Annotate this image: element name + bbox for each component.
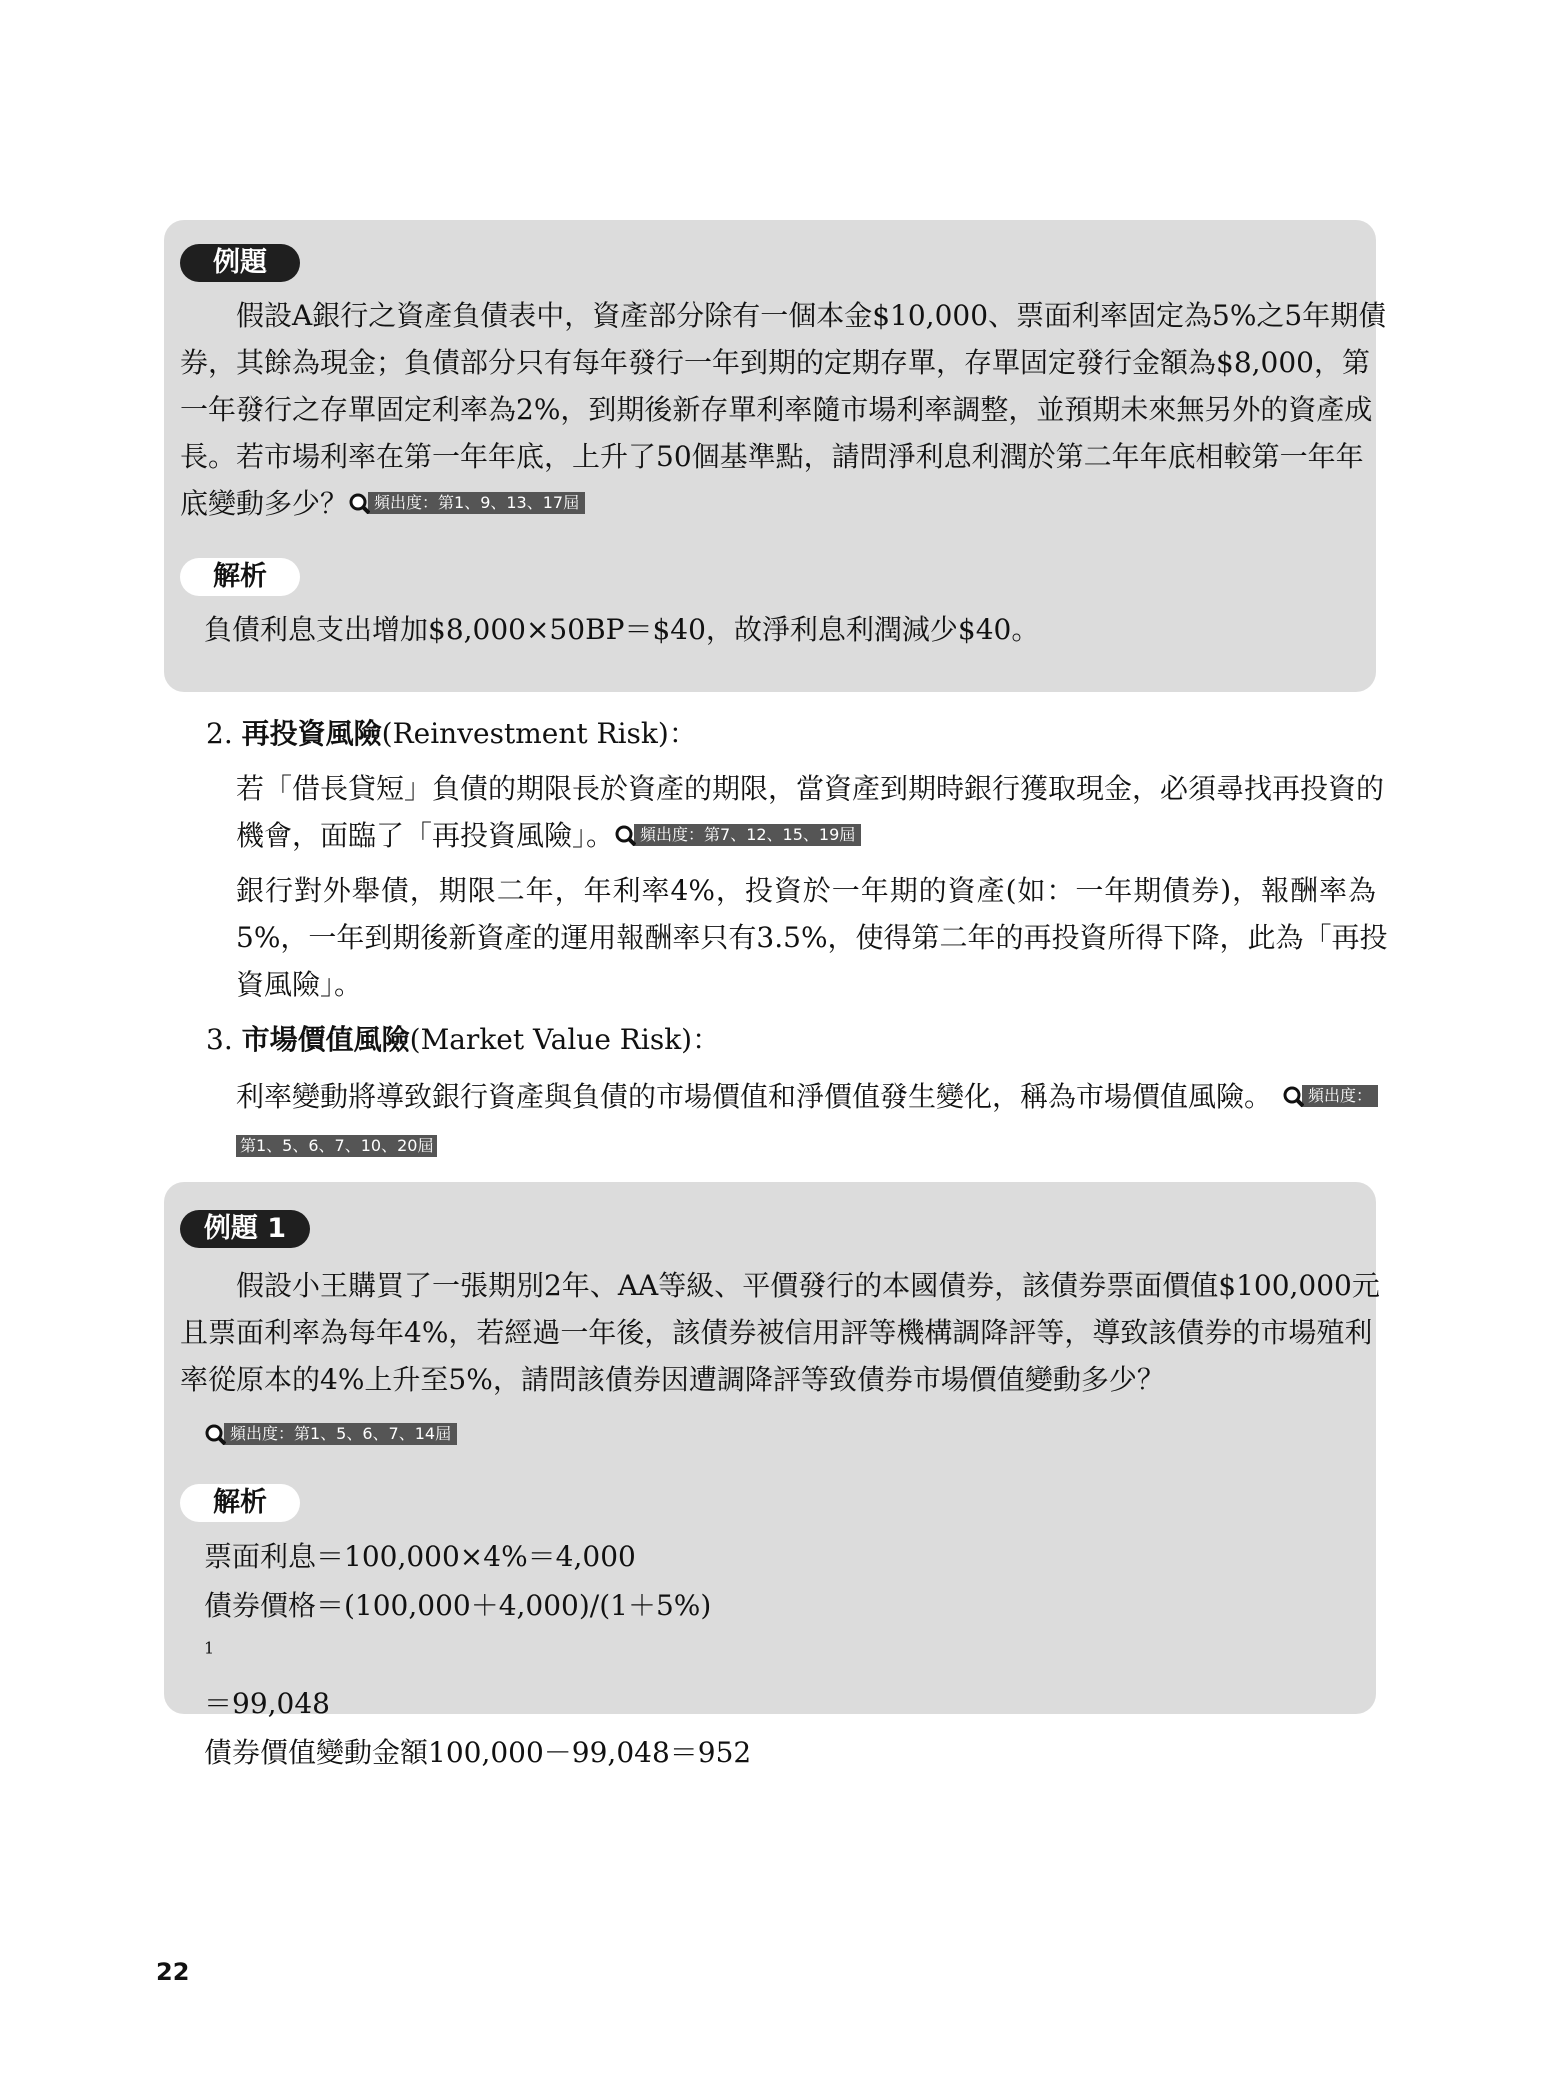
question-line <box>180 480 1356 527</box>
para-line <box>236 812 1376 859</box>
question-line: 率從原本的4%上升至5%，請問該債券因遭調降評等致債券市場價值變動多少？ <box>180 1363 1165 1396</box>
solution-lines <box>204 1532 751 1777</box>
para-line: 5%，一年到期後新資產的運用報酬率只有3.5%，使得第二年的再投資所得下降，此為「再投 <box>236 921 1388 954</box>
page-number: 22 <box>156 1958 190 1986</box>
example-question <box>180 292 1387 527</box>
question-line: 假設小王購買了一張期別2年、AA等級、平價發行的本國債券，該債券票面價值$100,000元 <box>236 1269 1380 1302</box>
magnifier-icon <box>348 492 370 514</box>
question-line: 一年發行之存單固定利率為2%，到期後新存單利率隨市場利率調整，並預期未來無另外的資產成 <box>180 393 1373 426</box>
frequency-tag <box>1282 1084 1378 1107</box>
question-line: 且票面利率為每年4%，若經過一年後，該債券被信用評等機構調降評等，導致該債券的市場殖利 <box>180 1316 1373 1349</box>
frequency-label: 頻出度： <box>1302 1085 1378 1107</box>
solution-line-2-text: 債券價格＝(100,000＋4,000)/(1＋5%) <box>204 1589 712 1622</box>
frequency-tag <box>204 1422 457 1445</box>
analysis-line: 負債利息支出增加$8,000×50BP＝$40，故淨利息利潤減少$40。 <box>204 613 1040 646</box>
analysis-text <box>204 606 1304 653</box>
magnifier-icon <box>204 1423 226 1445</box>
question-line: 長。若市場利率在第一年年底，上升了50個基準點，請問淨利息利潤於第二年年底相較第一年年 <box>180 440 1364 473</box>
frequency-tag <box>614 823 861 846</box>
frequency-label: 頻出度：第1、9、13、17屆 <box>368 492 585 514</box>
section-3-para <box>236 1073 1376 1120</box>
frequency-label: 頻出度：第7、12、15、19屆 <box>634 824 861 846</box>
frequency-tag <box>348 491 585 514</box>
section-2-para-2 <box>236 867 1388 1008</box>
section-number: 3. <box>206 1023 233 1056</box>
para-line: 資風險」。 <box>236 968 363 1001</box>
section-term: 再投資風險 <box>241 717 382 750</box>
para-line: 若「借長貸短」負債的期限長於資產的期限，當資產到期時銀行獲取現金，必須尋找再投資的 <box>236 772 1385 805</box>
example-title: 例題 1 <box>180 1210 310 1248</box>
section-2-para-1 <box>236 765 1385 859</box>
question-line: 假設A銀行之資產負債表中，資產部分除有一個本金$10,000、票面利率固定為5%之5年期債 <box>236 299 1387 332</box>
para-text: 利率變動將導致銀行資產與負債的市場價值和淨價值發生變化，稱為市場價值風險。 <box>236 1080 1273 1113</box>
exponent: 1 <box>204 1638 215 1658</box>
analysis-title: 解析 <box>180 558 300 596</box>
question-last-text: 底變動多少？ <box>180 487 349 520</box>
section-term-en: (Market Value Risk)： <box>409 1023 721 1056</box>
question-line: 券，其餘為現金；負債部分只有每年發行一年到期的定期存單，存單固定發行金額為$8,000，第 <box>180 346 1370 379</box>
para-line: 銀行對外舉債，期限二年，年利率4%，投資於一年期的資產(如：一年期債券)，報酬率為 <box>236 874 1376 907</box>
solution-line-2-result: ＝99,048 <box>204 1687 330 1720</box>
section-number: 2. <box>206 717 233 750</box>
analysis-title: 解析 <box>180 1484 300 1522</box>
frequency-tag-row <box>204 1422 457 1445</box>
example-title: 例題 <box>180 244 300 282</box>
section-term: 市場價值風險 <box>241 1023 410 1056</box>
section-term-en: (Reinvestment Risk)： <box>381 717 697 750</box>
section-3-heading <box>206 1020 720 1060</box>
magnifier-icon <box>614 824 636 846</box>
example-box-2 <box>164 1182 1380 1769</box>
solution-line-1: 票面利息＝100,000×4%＝4,000 <box>204 1540 636 1573</box>
example-question <box>180 1262 1380 1403</box>
solution-line-3: 債券價值變動金額100,000－99,048＝952 <box>204 1736 752 1769</box>
magnifier-icon <box>1282 1085 1304 1107</box>
section-2-heading <box>206 714 697 754</box>
example-box-1 <box>164 220 1387 692</box>
solution-line-2 <box>204 1581 751 1728</box>
para-line <box>236 1073 1376 1120</box>
frequency-label-continued: 第1、5、6、7、10、20屆 <box>236 1135 437 1157</box>
para-last-text: 機會，面臨了「再投資風險」。 <box>236 819 615 852</box>
frequency-label: 頻出度：第1、5、6、7、14屆 <box>224 1423 457 1445</box>
